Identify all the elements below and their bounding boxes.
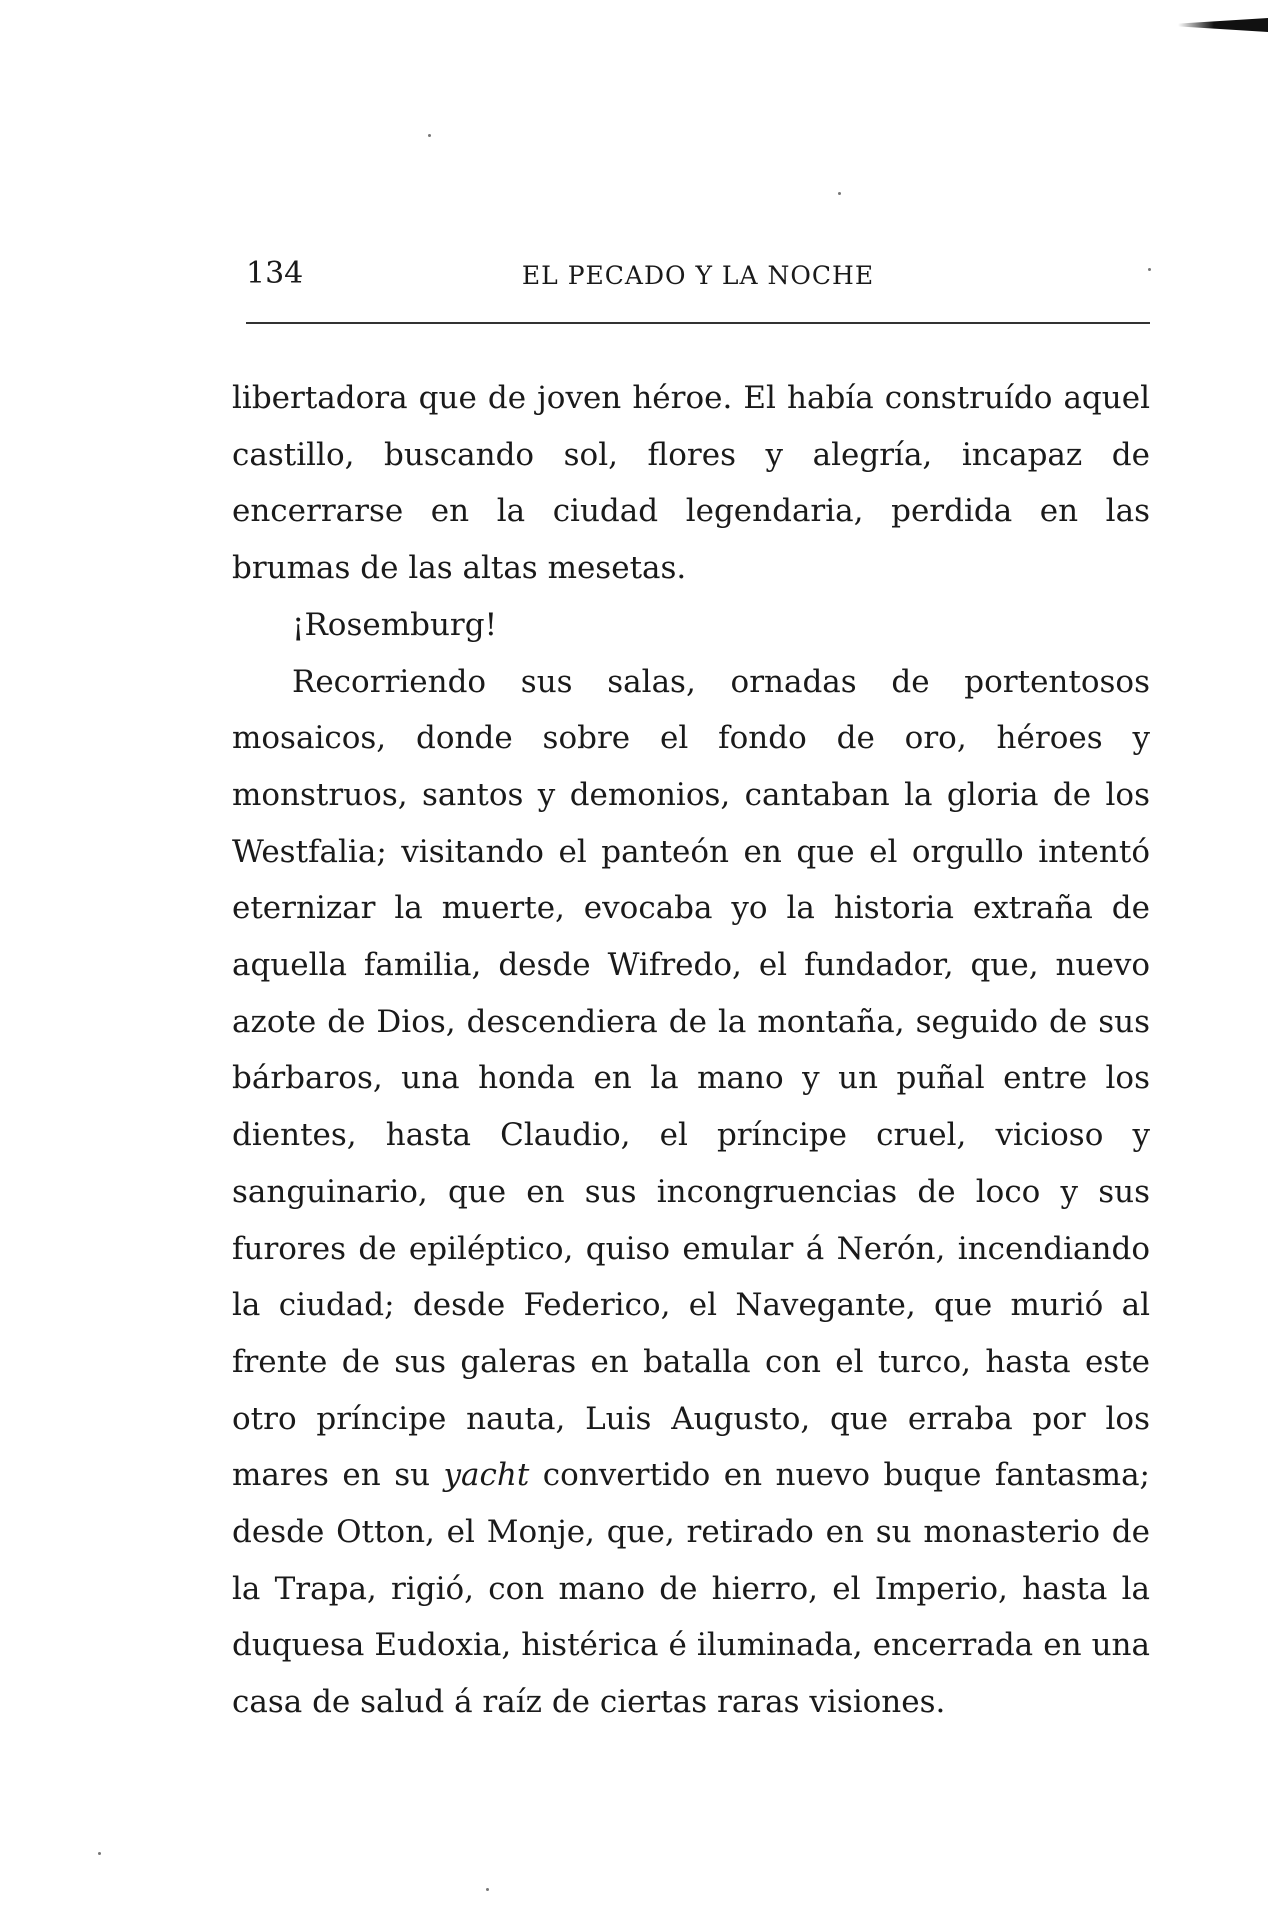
paragraph-3-part-2: convertido en nuevo buque fantasma; desde Otton, el Monje, que, retirado en su monasterio de la Trapa, rigió, con mano de hierro, el Imperio, hasta la duquesa Eudoxia, histérica é iluminada, encerrada en una casa de salud á raíz de ciertas raras visiones. (232, 1457, 1150, 1721)
italic-word: yacht (443, 1457, 530, 1494)
paper-speck (838, 192, 841, 195)
paper-speck (98, 1852, 101, 1855)
paragraph-2: ¡Rosemburg! (292, 606, 498, 643)
paragraph-3-part-1: Recorriendo sus salas, ornadas de portentosos mosaicos, donde sobre el fondo de oro, héroes y monstruos, santos y demonios, cantaban la gloria de los Westfalia; visitando el panteón en que el orgullo intentó eternizar la muerte, evocaba yo la historia extraña de aquella familia, desde Wifredo, el fundador, que, nuevo azote de Dios, descendiera de la montaña, seguido de sus bárbaros, una honda en la mano y un puñal entre los dientes, hasta Claudio, el príncipe cruel, vicioso y sanguinario, que en sus incongruencias de loco y sus furores de epiléptico, quiso emular á Nerón, incendiando la ciudad; desde Federico, el Navegante, que murió al frente de sus galeras en batalla con el turco, hasta este otro príncipe nauta, Luis Augusto, que erraba por los mares en su (232, 663, 1150, 1494)
running-title: EL PECADO Y LA NOCHE (521, 261, 875, 290)
page-number: 134 (246, 256, 304, 291)
body-text (232, 370, 1150, 1731)
paper-speck (486, 1888, 489, 1891)
paper-speck (428, 134, 431, 137)
header-rule (246, 322, 1150, 324)
paragraph-3 (232, 654, 1150, 1731)
paragraph-1: libertadora que de joven héroe. El había construído aquel castillo, buscando sol, flores y alegría, incapaz de encerrarse en la ciudad legendaria, perdida en las brumas de las altas mesetas. (232, 380, 1150, 587)
page-header (246, 254, 1150, 308)
paper-speck (1148, 268, 1151, 271)
scan-edge-mark (1178, 18, 1268, 32)
